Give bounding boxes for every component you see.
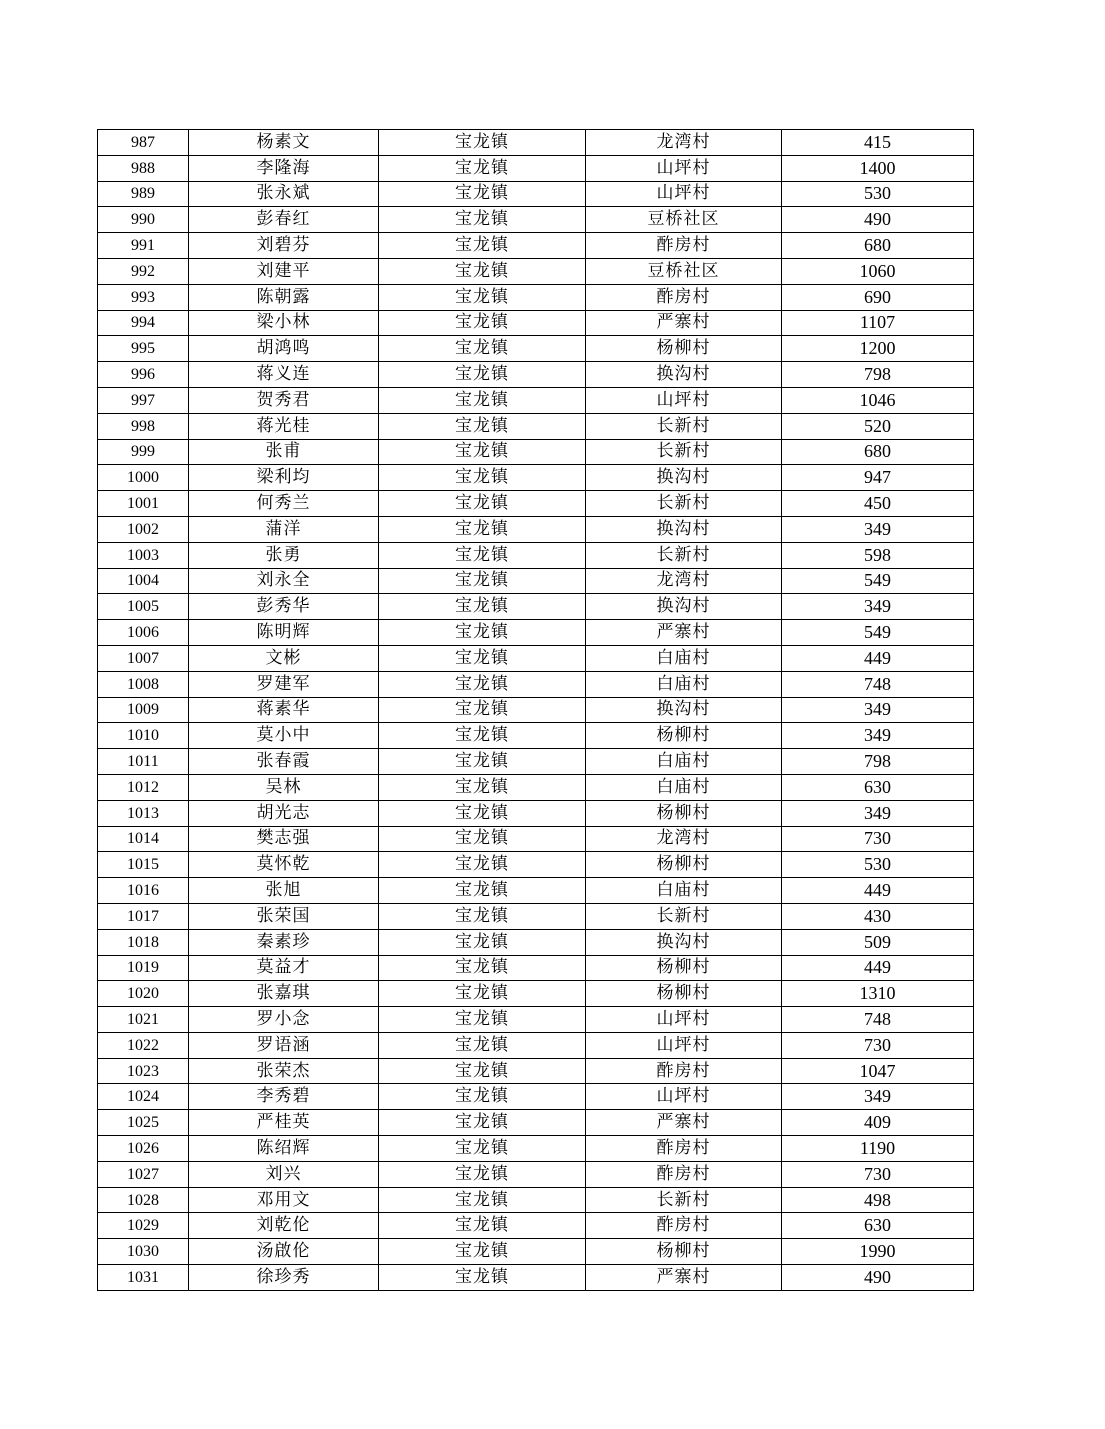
cell-town: 宝龙镇 (379, 439, 586, 465)
table-row (98, 413, 974, 439)
cell-number: 1002 (98, 516, 189, 542)
cell-number: 1029 (98, 1213, 189, 1239)
cell-name: 吴林 (189, 774, 379, 800)
cell-village: 长新村 (586, 903, 782, 929)
cell-village: 换沟村 (586, 594, 782, 620)
table-row (98, 645, 974, 671)
cell-amount: 680 (782, 439, 974, 465)
cell-town: 宝龙镇 (379, 697, 586, 723)
cell-town: 宝龙镇 (379, 1161, 586, 1187)
cell-town: 宝龙镇 (379, 1084, 586, 1110)
cell-amount: 349 (782, 723, 974, 749)
cell-number: 987 (98, 130, 189, 156)
cell-town: 宝龙镇 (379, 1110, 586, 1136)
cell-village: 长新村 (586, 413, 782, 439)
cell-village: 龙湾村 (586, 568, 782, 594)
cell-amount: 730 (782, 1161, 974, 1187)
cell-number: 1010 (98, 723, 189, 749)
cell-name: 何秀兰 (189, 491, 379, 517)
cell-village: 白庙村 (586, 671, 782, 697)
cell-name: 刘兴 (189, 1161, 379, 1187)
cell-village: 酢房村 (586, 1058, 782, 1084)
cell-name: 陈明辉 (189, 620, 379, 646)
cell-town: 宝龙镇 (379, 542, 586, 568)
cell-number: 988 (98, 155, 189, 181)
cell-village: 酢房村 (586, 1213, 782, 1239)
table-row (98, 310, 974, 336)
cell-amount: 549 (782, 568, 974, 594)
cell-amount: 349 (782, 800, 974, 826)
cell-name: 蒋素华 (189, 697, 379, 723)
table-row (98, 1007, 974, 1033)
cell-village: 酢房村 (586, 233, 782, 259)
cell-amount: 449 (782, 645, 974, 671)
cell-village: 酢房村 (586, 1136, 782, 1162)
cell-amount: 1990 (782, 1239, 974, 1265)
cell-number: 996 (98, 362, 189, 388)
table-row (98, 439, 974, 465)
table-row (98, 1161, 974, 1187)
table-row (98, 697, 974, 723)
cell-village: 杨柳村 (586, 336, 782, 362)
cell-number: 1001 (98, 491, 189, 517)
cell-amount: 490 (782, 1265, 974, 1291)
table-row (98, 826, 974, 852)
cell-number: 1017 (98, 903, 189, 929)
cell-village: 龙湾村 (586, 130, 782, 156)
cell-village: 杨柳村 (586, 1239, 782, 1265)
cell-town: 宝龙镇 (379, 594, 586, 620)
cell-town: 宝龙镇 (379, 826, 586, 852)
cell-amount: 1200 (782, 336, 974, 362)
cell-number: 1022 (98, 1032, 189, 1058)
cell-number: 1005 (98, 594, 189, 620)
cell-town: 宝龙镇 (379, 1136, 586, 1162)
cell-name: 汤啟伦 (189, 1239, 379, 1265)
cell-amount: 748 (782, 671, 974, 697)
table-row (98, 671, 974, 697)
cell-town: 宝龙镇 (379, 258, 586, 284)
cell-village: 山坪村 (586, 1084, 782, 1110)
cell-village: 白庙村 (586, 749, 782, 775)
table-row (98, 336, 974, 362)
cell-name: 莫怀乾 (189, 852, 379, 878)
cell-name: 刘碧芬 (189, 233, 379, 259)
cell-number: 991 (98, 233, 189, 259)
cell-amount: 1047 (782, 1058, 974, 1084)
cell-town: 宝龙镇 (379, 852, 586, 878)
table-row (98, 258, 974, 284)
cell-number: 1024 (98, 1084, 189, 1110)
table-row (98, 929, 974, 955)
table-row (98, 1213, 974, 1239)
table-row (98, 516, 974, 542)
cell-name: 罗语涵 (189, 1032, 379, 1058)
cell-name: 张旭 (189, 878, 379, 904)
cell-amount: 520 (782, 413, 974, 439)
table-row (98, 1136, 974, 1162)
cell-town: 宝龙镇 (379, 465, 586, 491)
cell-village: 豆桥社区 (586, 258, 782, 284)
cell-amount: 730 (782, 1032, 974, 1058)
cell-number: 1008 (98, 671, 189, 697)
cell-name: 刘乾伦 (189, 1213, 379, 1239)
cell-amount: 450 (782, 491, 974, 517)
cell-town: 宝龙镇 (379, 1058, 586, 1084)
cell-number: 993 (98, 284, 189, 310)
cell-town: 宝龙镇 (379, 130, 586, 156)
table-row (98, 878, 974, 904)
cell-town: 宝龙镇 (379, 207, 586, 233)
cell-village: 酢房村 (586, 1161, 782, 1187)
table-row (98, 723, 974, 749)
table-row (98, 594, 974, 620)
cell-village: 换沟村 (586, 516, 782, 542)
table-row (98, 1084, 974, 1110)
cell-village: 严寨村 (586, 1265, 782, 1291)
cell-village: 换沟村 (586, 697, 782, 723)
cell-name: 樊志强 (189, 826, 379, 852)
cell-town: 宝龙镇 (379, 491, 586, 517)
cell-number: 1027 (98, 1161, 189, 1187)
cell-village: 杨柳村 (586, 955, 782, 981)
cell-name: 罗小念 (189, 1007, 379, 1033)
cell-number: 1028 (98, 1187, 189, 1213)
cell-village: 严寨村 (586, 310, 782, 336)
cell-town: 宝龙镇 (379, 155, 586, 181)
cell-town: 宝龙镇 (379, 1239, 586, 1265)
cell-village: 山坪村 (586, 387, 782, 413)
cell-name: 张勇 (189, 542, 379, 568)
table-row (98, 155, 974, 181)
cell-amount: 349 (782, 1084, 974, 1110)
cell-name: 贺秀君 (189, 387, 379, 413)
table-row (98, 362, 974, 388)
cell-name: 徐珍秀 (189, 1265, 379, 1291)
cell-name: 彭秀华 (189, 594, 379, 620)
cell-number: 1023 (98, 1058, 189, 1084)
cell-town: 宝龙镇 (379, 387, 586, 413)
cell-town: 宝龙镇 (379, 929, 586, 955)
cell-amount: 349 (782, 697, 974, 723)
table-row (98, 749, 974, 775)
cell-town: 宝龙镇 (379, 310, 586, 336)
cell-village: 白庙村 (586, 774, 782, 800)
table-row (98, 465, 974, 491)
cell-number: 1004 (98, 568, 189, 594)
cell-town: 宝龙镇 (379, 1213, 586, 1239)
cell-town: 宝龙镇 (379, 181, 586, 207)
cell-number: 1007 (98, 645, 189, 671)
cell-village: 严寨村 (586, 1110, 782, 1136)
cell-name: 李秀碧 (189, 1084, 379, 1110)
cell-village: 长新村 (586, 491, 782, 517)
cell-village: 山坪村 (586, 1007, 782, 1033)
cell-amount: 430 (782, 903, 974, 929)
cell-town: 宝龙镇 (379, 981, 586, 1007)
cell-amount: 1190 (782, 1136, 974, 1162)
cell-village: 严寨村 (586, 620, 782, 646)
cell-amount: 630 (782, 774, 974, 800)
cell-town: 宝龙镇 (379, 878, 586, 904)
cell-number: 1011 (98, 749, 189, 775)
cell-amount: 490 (782, 207, 974, 233)
cell-name: 梁小林 (189, 310, 379, 336)
cell-town: 宝龙镇 (379, 233, 586, 259)
cell-town: 宝龙镇 (379, 955, 586, 981)
cell-name: 严桂英 (189, 1110, 379, 1136)
cell-town: 宝龙镇 (379, 774, 586, 800)
cell-amount: 349 (782, 516, 974, 542)
cell-amount: 630 (782, 1213, 974, 1239)
cell-amount: 1400 (782, 155, 974, 181)
table-row (98, 903, 974, 929)
cell-town: 宝龙镇 (379, 362, 586, 388)
cell-number: 1009 (98, 697, 189, 723)
cell-name: 张荣国 (189, 903, 379, 929)
table-row (98, 1239, 974, 1265)
cell-number: 990 (98, 207, 189, 233)
cell-number: 998 (98, 413, 189, 439)
cell-number: 1012 (98, 774, 189, 800)
cell-name: 蒋义连 (189, 362, 379, 388)
cell-amount: 798 (782, 749, 974, 775)
cell-town: 宝龙镇 (379, 749, 586, 775)
cell-number: 1025 (98, 1110, 189, 1136)
cell-village: 白庙村 (586, 645, 782, 671)
cell-number: 992 (98, 258, 189, 284)
table-row (98, 852, 974, 878)
cell-amount: 530 (782, 181, 974, 207)
cell-number: 1016 (98, 878, 189, 904)
table-row (98, 233, 974, 259)
cell-amount: 449 (782, 955, 974, 981)
cell-amount: 947 (782, 465, 974, 491)
cell-number: 1019 (98, 955, 189, 981)
cell-village: 换沟村 (586, 929, 782, 955)
table-row (98, 207, 974, 233)
cell-name: 蒋光桂 (189, 413, 379, 439)
cell-amount: 1060 (782, 258, 974, 284)
cell-name: 彭春红 (189, 207, 379, 233)
table-row (98, 181, 974, 207)
table-row (98, 1187, 974, 1213)
cell-name: 刘永全 (189, 568, 379, 594)
cell-amount: 449 (782, 878, 974, 904)
cell-number: 1014 (98, 826, 189, 852)
cell-number: 1021 (98, 1007, 189, 1033)
cell-amount: 498 (782, 1187, 974, 1213)
cell-name: 莫小中 (189, 723, 379, 749)
cell-town: 宝龙镇 (379, 671, 586, 697)
table-row (98, 387, 974, 413)
cell-town: 宝龙镇 (379, 516, 586, 542)
cell-village: 换沟村 (586, 465, 782, 491)
cell-name: 杨素文 (189, 130, 379, 156)
table-row (98, 491, 974, 517)
cell-town: 宝龙镇 (379, 723, 586, 749)
table-row (98, 1058, 974, 1084)
cell-name: 罗建军 (189, 671, 379, 697)
cell-number: 1020 (98, 981, 189, 1007)
table-row (98, 620, 974, 646)
cell-amount: 1046 (782, 387, 974, 413)
cell-name: 张嘉琪 (189, 981, 379, 1007)
cell-amount: 730 (782, 826, 974, 852)
cell-amount: 530 (782, 852, 974, 878)
cell-name: 莫益才 (189, 955, 379, 981)
cell-amount: 690 (782, 284, 974, 310)
cell-name: 文彬 (189, 645, 379, 671)
cell-name: 刘建平 (189, 258, 379, 284)
cell-amount: 680 (782, 233, 974, 259)
cell-number: 1006 (98, 620, 189, 646)
table-body (98, 130, 974, 1291)
cell-village: 白庙村 (586, 878, 782, 904)
cell-amount: 409 (782, 1110, 974, 1136)
cell-name: 陈朝露 (189, 284, 379, 310)
subsidy-table (97, 129, 974, 1291)
table-row (98, 284, 974, 310)
cell-amount: 598 (782, 542, 974, 568)
cell-town: 宝龙镇 (379, 568, 586, 594)
cell-name: 秦素珍 (189, 929, 379, 955)
cell-village: 长新村 (586, 1187, 782, 1213)
cell-town: 宝龙镇 (379, 800, 586, 826)
cell-number: 1026 (98, 1136, 189, 1162)
cell-village: 山坪村 (586, 181, 782, 207)
table-row (98, 774, 974, 800)
cell-name: 张永斌 (189, 181, 379, 207)
cell-town: 宝龙镇 (379, 1265, 586, 1291)
cell-town: 宝龙镇 (379, 620, 586, 646)
cell-number: 999 (98, 439, 189, 465)
cell-village: 杨柳村 (586, 981, 782, 1007)
cell-amount: 748 (782, 1007, 974, 1033)
table-row (98, 1032, 974, 1058)
cell-village: 杨柳村 (586, 852, 782, 878)
table-row (98, 955, 974, 981)
cell-number: 1000 (98, 465, 189, 491)
cell-town: 宝龙镇 (379, 413, 586, 439)
cell-village: 换沟村 (586, 362, 782, 388)
cell-number: 994 (98, 310, 189, 336)
cell-number: 989 (98, 181, 189, 207)
table-row (98, 542, 974, 568)
cell-village: 山坪村 (586, 155, 782, 181)
cell-village: 杨柳村 (586, 723, 782, 749)
cell-name: 梁利均 (189, 465, 379, 491)
cell-amount: 798 (782, 362, 974, 388)
cell-village: 龙湾村 (586, 826, 782, 852)
cell-town: 宝龙镇 (379, 1032, 586, 1058)
cell-number: 1003 (98, 542, 189, 568)
cell-number: 1030 (98, 1239, 189, 1265)
cell-town: 宝龙镇 (379, 645, 586, 671)
cell-town: 宝龙镇 (379, 1187, 586, 1213)
cell-town: 宝龙镇 (379, 903, 586, 929)
cell-village: 长新村 (586, 439, 782, 465)
cell-village: 豆桥社区 (586, 207, 782, 233)
cell-village: 酢房村 (586, 284, 782, 310)
cell-number: 997 (98, 387, 189, 413)
cell-amount: 415 (782, 130, 974, 156)
cell-number: 1015 (98, 852, 189, 878)
table-row (98, 568, 974, 594)
cell-name: 胡鸿鸣 (189, 336, 379, 362)
cell-amount: 1107 (782, 310, 974, 336)
cell-amount: 549 (782, 620, 974, 646)
cell-village: 杨柳村 (586, 800, 782, 826)
cell-town: 宝龙镇 (379, 284, 586, 310)
cell-number: 995 (98, 336, 189, 362)
cell-name: 张荣杰 (189, 1058, 379, 1084)
cell-number: 1013 (98, 800, 189, 826)
cell-village: 长新村 (586, 542, 782, 568)
cell-number: 1031 (98, 1265, 189, 1291)
cell-name: 张甫 (189, 439, 379, 465)
table-row (98, 800, 974, 826)
table-row (98, 130, 974, 156)
cell-amount: 349 (782, 594, 974, 620)
table-row (98, 1265, 974, 1291)
cell-number: 1018 (98, 929, 189, 955)
table-row (98, 981, 974, 1007)
cell-name: 陈绍辉 (189, 1136, 379, 1162)
cell-amount: 509 (782, 929, 974, 955)
cell-town: 宝龙镇 (379, 1007, 586, 1033)
cell-name: 邓用文 (189, 1187, 379, 1213)
cell-town: 宝龙镇 (379, 336, 586, 362)
cell-name: 李隆海 (189, 155, 379, 181)
cell-village: 山坪村 (586, 1032, 782, 1058)
cell-name: 胡光志 (189, 800, 379, 826)
table-row (98, 1110, 974, 1136)
cell-name: 蒲洋 (189, 516, 379, 542)
cell-name: 张春霞 (189, 749, 379, 775)
cell-amount: 1310 (782, 981, 974, 1007)
